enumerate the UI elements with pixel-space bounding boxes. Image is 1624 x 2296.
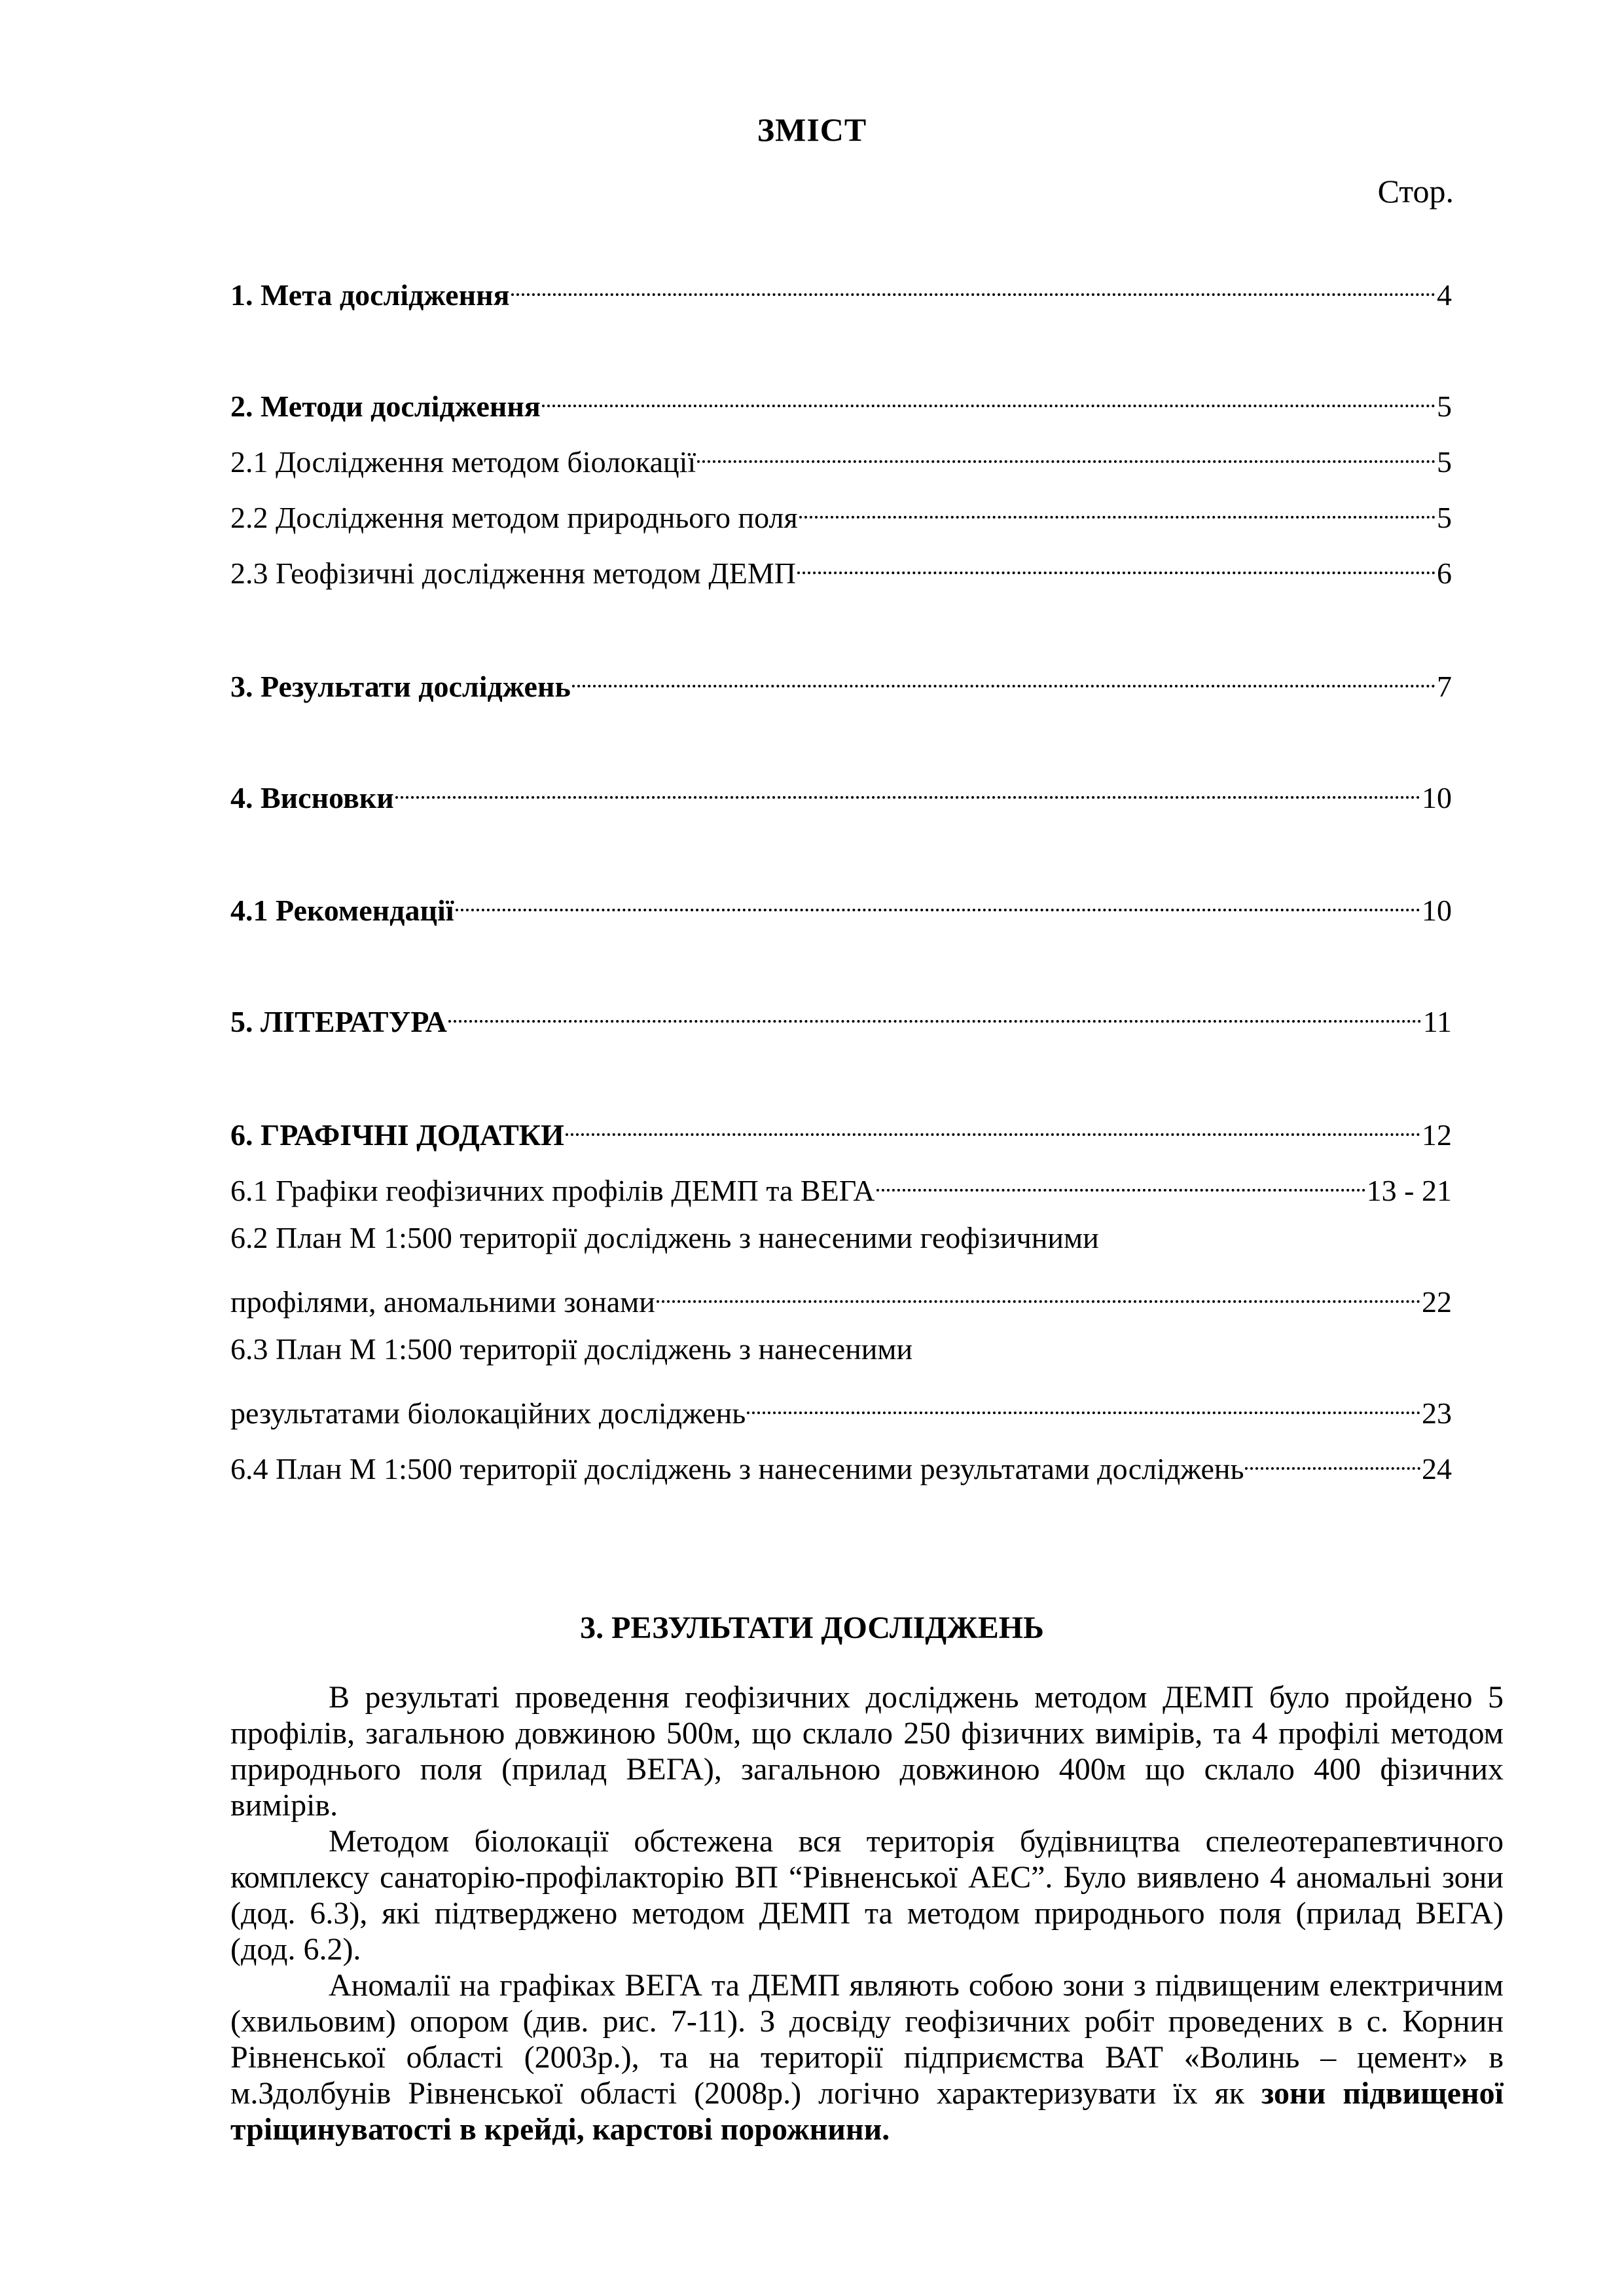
toc-entry-label: 1. Мета дослідження (230, 278, 510, 312)
toc-entry-goal[interactable] (230, 268, 1452, 314)
toc-page-number: 23 (1422, 1396, 1452, 1430)
toc-page-number: 5 (1437, 445, 1452, 479)
dot-leader (395, 771, 1420, 808)
dot-leader (876, 1164, 1365, 1201)
toc-page-number: 11 (1422, 1005, 1452, 1038)
toc-entry-label: 6.1 Графіки геофізичних профілів ДЕМП та ВЕГА (230, 1174, 875, 1207)
dot-leader (657, 1275, 1420, 1312)
dot-leader (511, 268, 1436, 305)
paragraph-bold-conclusion: зони підвищеної тріщинуватості в крейді, карстові порожнини. (230, 2076, 1504, 2147)
toc-entry-label: 4. Висновки (230, 781, 394, 814)
dot-leader (697, 435, 1435, 472)
toc-entry-methods[interactable] (230, 380, 1452, 425)
dot-leader (572, 660, 1435, 697)
toc-entry-label: 3. Результати досліджень (230, 670, 571, 703)
toc-entry-label: 5. ЛІТЕРАТУРА (230, 1005, 447, 1038)
paragraph: Методом біолокації обстежена вся територія будівництва спелеотерапевтичного комплексу санаторію-профілакторію ВП “Рівненської АЕС”. Було виявлено 4 аномальні зони (дод. 6.3), які підтверджено методом ДЕМП та методом природнього поля (прилад ВЕГА) (дод. 6.2). (230, 1824, 1504, 1967)
toc-page-number: 4 (1437, 278, 1452, 312)
dot-leader (797, 547, 1435, 583)
toc-entry-natural-field[interactable] (230, 491, 1452, 536)
toc-entry-demp[interactable] (230, 547, 1452, 592)
page-column-label: Стор. (1377, 173, 1454, 210)
toc-page-number: 6 (1437, 556, 1452, 590)
toc-page-number: 13 - 21 (1366, 1174, 1452, 1207)
toc-entry-recommendations[interactable] (230, 884, 1452, 929)
dot-leader (542, 380, 1435, 416)
toc-entry-plan-results[interactable] (230, 1442, 1452, 1487)
toc-entry-label: 6.4 План М 1:500 території досліджень з нанесеними результатами досліджень (230, 1452, 1244, 1485)
toc-page-number: 10 (1422, 894, 1452, 927)
toc-entry-plan-geophysical[interactable] (230, 1275, 1452, 1321)
toc-entry-plan-biolocation[interactable] (230, 1387, 1452, 1432)
toc-entry-label-line1: 6.2 План М 1:500 території досліджень з нанесеними геофізичними (230, 1221, 1099, 1254)
toc-entry-label: 2.1 Дослідження методом біолокації (230, 445, 696, 479)
dot-leader (799, 491, 1435, 528)
toc-entry-label: 2.3 Геофізичні дослідження методом ДЕМП (230, 556, 796, 590)
section-heading: 3. РЕЗУЛЬТАТИ ДОСЛІДЖЕНЬ (580, 1611, 1044, 1645)
dot-leader (456, 884, 1420, 920)
paragraph: В результаті проведення геофізичних досліджень методом ДЕМП було пройдено 5 профілів, загальною довжиною 500м, що склало 250 фізичних вимірів, та 4 профілі методом природнього поля (прилад ВЕГА), загальною довжиною 400м що склало 400 фізичних вимірів. (230, 1680, 1504, 1823)
dot-leader (566, 1108, 1420, 1145)
toc-entry-label: 4.1 Рекомендації (230, 894, 454, 927)
results-body (230, 1679, 1504, 2147)
toc-page-number: 12 (1422, 1118, 1452, 1152)
dot-leader (1245, 1442, 1420, 1479)
toc-entry-label: результатами біолокаційних досліджень (230, 1396, 746, 1430)
toc-page-number: 24 (1422, 1452, 1452, 1485)
toc-page-number: 5 (1437, 501, 1452, 534)
paragraph (230, 1967, 1504, 2147)
dot-leader (448, 995, 1422, 1032)
toc-entry-biolocation[interactable] (230, 435, 1452, 481)
toc-page-number: 5 (1437, 390, 1452, 423)
toc-page-number: 7 (1437, 670, 1452, 703)
dot-leader (747, 1387, 1420, 1423)
toc-entry-graphic-appendices[interactable] (230, 1108, 1452, 1154)
toc-title: ЗМІСТ (757, 111, 867, 148)
toc-entry-results[interactable] (230, 660, 1452, 705)
toc-entry-label: 2.2 Дослідження методом природнього поля (230, 501, 798, 534)
paragraph-text: Аномалії на графіках ВЕГА та ДЕМП являють собою зони з підвищеним електричним (хвильовим) опором (див. рис. 7-11). З досвіду геофізичних робіт проведених в с. Корнин Рівненської області (2003р.), та на території підприємства ВАТ «Волинь – цемент» в м.Здолбунів Рівненської області (2008р.) логічно характеризувати їх як (230, 1968, 1504, 2111)
toc-entry-conclusions[interactable] (230, 771, 1452, 816)
toc-entry-literature[interactable] (230, 995, 1452, 1040)
toc-entry-profile-graphs[interactable] (230, 1164, 1452, 1209)
toc-page-number: 10 (1422, 781, 1452, 814)
toc-page-number: 22 (1422, 1285, 1452, 1319)
toc-entry-label-line1: 6.3 План М 1:500 території досліджень з нанесеними (230, 1332, 913, 1366)
toc-entry-label: профілями, аномальними зонами (230, 1285, 655, 1319)
toc-entry-label: 2. Методи дослідження (230, 390, 541, 423)
toc-entry-label: 6. ГРАФІЧНІ ДОДАТКИ (230, 1118, 564, 1152)
